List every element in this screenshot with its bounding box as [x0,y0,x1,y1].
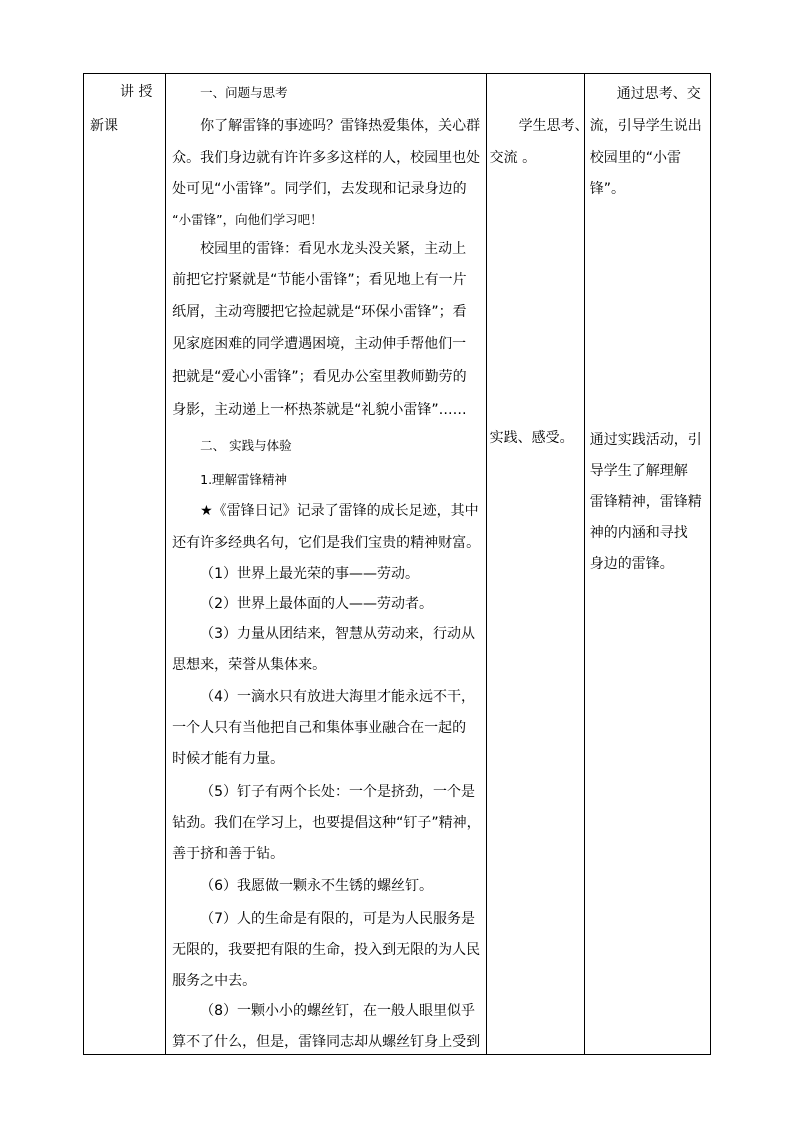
quote-item: （1）世界上最光荣的事——劳动。 [200,566,420,582]
quote-item: （4）一滴水只有放进大海里才能永远不干， [200,689,476,705]
content-line: 处可见“小雷锋”。同学们，去发现和记录身边的 [172,181,467,197]
student-activity-cell [486,74,589,1055]
design-intent-line: 锋”。 [589,181,626,197]
content-line: 见家庭困难的同学遭遇困境，主动伸手帮他们一 [172,336,467,352]
quote-item: （5）钉子有两个长处：一个是挤劲，一个是 [200,784,476,800]
quote-item: （3）力量从团结来，智慧从劳动来，行动从 [200,626,476,642]
content-line: 校园里的雷锋：看见水龙头没关紧，主动上 [200,241,467,257]
content-line: 纸屑，主动弯腰把它捡起就是“环保小雷锋”；看 [172,304,467,320]
design-intent-line: 通过思考、交 [616,86,701,102]
teaching-content-cell [166,74,487,1055]
subsection-heading: 1.理解雷锋精神 [200,472,288,487]
section-heading: 二、 实践与体验 [200,438,292,453]
content-line: “小雷锋”，向他们学习吧！ [172,212,323,227]
student-activity-line: 交流 。 [489,150,537,166]
stage-label-line2: 新课 [90,118,118,134]
content-line: 前把它拧紧就是“节能小雷锋”；看见地上有一片 [172,272,467,288]
content-line: 身影，主动递上一杯热茶就是“礼貌小雷锋”…… [172,402,467,418]
design-intent-line: 校园里的“小雷 [589,150,682,166]
design-intent-line: 导学生了解理解 [589,463,688,479]
content-line: 众。我们身边就有许许多多这样的人，校园里也处 [172,150,481,166]
student-activity-line: 实践、感受。 [489,430,574,446]
design-intent-line: 神的内涵和寻找 [589,525,688,541]
stage-label-line1: 讲 授 [120,84,153,100]
content-line: 你了解雷锋的事迹吗？雷锋热爱集体，关心群 [200,118,481,134]
content-line: 钻劲。我们在学习上，也要提倡这种“钉子”精神， [172,815,481,831]
design-intent-line: 流，引导学生说出 [589,118,702,134]
quote-item: （7）人的生命是有限的，可是为人民服务是 [200,911,476,927]
content-line: 一、问题与思考 [200,85,288,100]
student-activity-line: 学生思考、 [518,118,589,134]
content-line: 善于挤和善于钻。 [172,846,285,862]
content-line: ★《雷锋日记》记录了雷锋的成长足迹，其中 [200,503,479,519]
table-row [84,74,711,1055]
content-line: 思想来，荣誉从集体来。 [172,657,327,673]
quote-item: （6）我愿做一颗永不生锈的螺丝钉。 [200,878,434,894]
content-line: 时候才能有力量。 [172,751,285,767]
design-intent-cell [584,74,710,1055]
content-line: 还有许多经典名句，它们是我们宝贵的精神财富。 [172,535,481,551]
design-intent-line: 通过实践活动，引 [589,432,702,448]
content-line: 无限的，我要把有限的生命，投入到无限的为人民 [172,942,481,958]
content-line: 把就是“爱心小雷锋”；看见办公室里教师勤劳的 [172,369,467,385]
content-line: 服务之中去。 [172,973,257,989]
design-intent-line: 身边的雷锋。 [589,556,674,572]
lesson-plan-table [83,73,711,1055]
quote-item: （2）世界上最体面的人——劳动者。 [200,596,434,612]
content-line: 一个人只有当他把自己和集体事业融合在一起的 [172,720,467,736]
design-intent-line: 雷锋精神，雷锋精 [589,494,702,510]
stage-cell [84,74,166,1055]
quote-item: （8）一颗小小的螺丝钉，在一般人眼里似乎 [200,1003,476,1019]
content-line: 算不了什么，但是，雷锋同志却从螺丝钉身上受到 [172,1034,481,1050]
